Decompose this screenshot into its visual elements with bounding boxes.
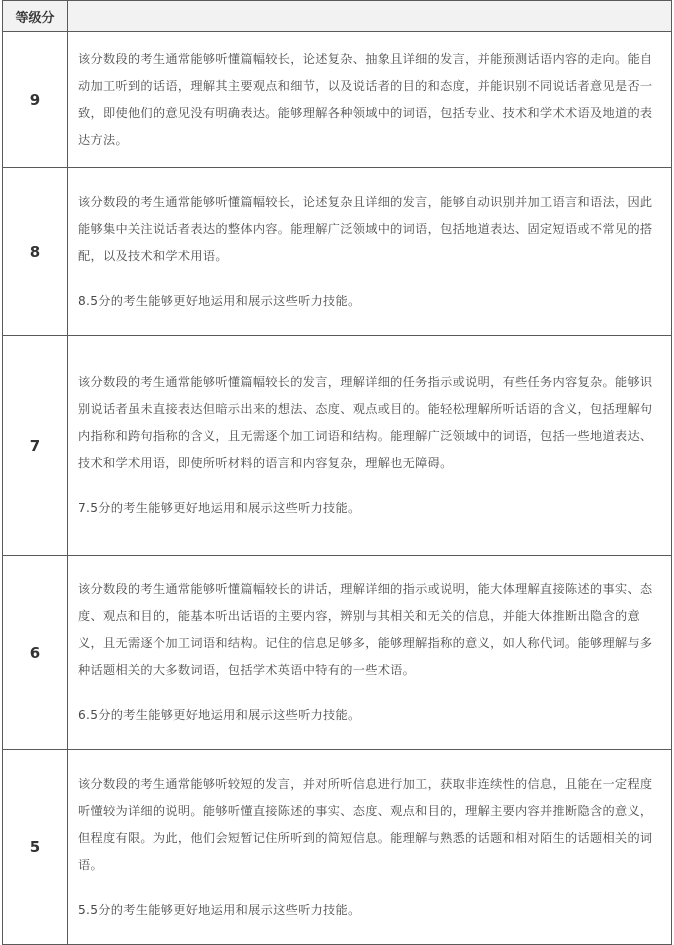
description-cell — [68, 336, 672, 556]
description-text: 该分数段的考生通常能够听懂篇幅较长的讲话，理解详细的指示或说明，能大体理解直接陈述的事实、态度、观点和目的，能基本听出话语的主要内容，辨别与其相关和无关的信息，并能大体推断出隐含的意义，且无需逐个加工词语和结构。记住的信息足够多，能够理解指称的意义，如人称代词。能够理解与多种话题相关的大多数词语，包括学术英语中特有的一些术语。 — [78, 582, 653, 677]
score-cell: 9 — [3, 32, 68, 168]
half-band-note: 5.5分的考生能够更好地运用和展示这些听力技能。 — [78, 902, 361, 917]
table-row — [3, 168, 672, 336]
table-header-row — [3, 1, 672, 32]
description-text: 该分数段的考生通常能够听懂篇幅较长，论述复杂且详细的发言，能够自动识别并加工语言和语法，因此能够集中关注说话者表达的整体内容。能理解广泛领域中的词语，包括地道表达、固定短语或不常见的搭配，以及技术和学术用语。 — [78, 194, 653, 263]
description-cell — [68, 32, 672, 168]
score-cell: 7 — [3, 336, 68, 556]
half-band-note: 7.5分的考生能够更好地运用和展示这些听力技能。 — [78, 501, 361, 515]
half-band-note: 8.5分的考生能够更好地运用和展示这些听力技能。 — [78, 293, 361, 308]
table-row — [3, 32, 672, 168]
table-row — [3, 750, 672, 945]
header-score-cell: 等级分 — [3, 1, 68, 32]
description-cell — [68, 168, 672, 336]
table-row — [3, 556, 672, 750]
description-text: 该分数段的考生通常能够听懂篇幅较长的发言，理解详细的任务指示或说明，有些任务内容复杂。能够识别说话者虽未直接表达但暗示出来的想法、态度、观点或目的。能轻松理解所听话语的含义，包括理解句内指称和跨句指称的含义，且无需逐个加工词语和结构。能理解广泛领域中的词语，包括一些地道表达、技术和学术用语，即使所听材料的语言和内容复杂，理解也无障碍。 — [78, 375, 653, 470]
score-cell: 5 — [3, 750, 68, 945]
description-text: 该分数段的考生通常能够听懂篇幅较长，论述复杂、抽象且详细的发言，并能预测话语内容的走向。能自动加工听到的话语，理解其主要观点和细节，以及说话者的目的和态度，并能识别不同说话者意见是否一致，即使他们的意见没有明确表达。能够理解各种领域中的词语，包括专业、技术和学术术语及地道的表达方法。 — [78, 51, 653, 147]
score-cell: 6 — [3, 556, 68, 750]
score-cell: 8 — [3, 168, 68, 336]
description-cell — [68, 556, 672, 750]
table-row — [3, 336, 672, 556]
description-cell — [68, 750, 672, 945]
half-band-note: 6.5分的考生能够更好地运用和展示这些听力技能。 — [78, 708, 361, 722]
grade-descriptor-table — [2, 0, 672, 945]
description-text: 该分数段的考生通常能够听较短的发言，并对所听信息进行加工，获取非连续性的信息，且能在一定程度听懂较为详细的说明。能够听懂直接陈述的事实、态度、观点和目的，理解主要内容并推断隐含的意义，但程度有限。为此，他们会短暂记住所听到的简短信息。能理解与熟悉的话题和相对陌生的话题相关的词语。 — [78, 776, 653, 872]
header-description-cell — [68, 1, 672, 32]
